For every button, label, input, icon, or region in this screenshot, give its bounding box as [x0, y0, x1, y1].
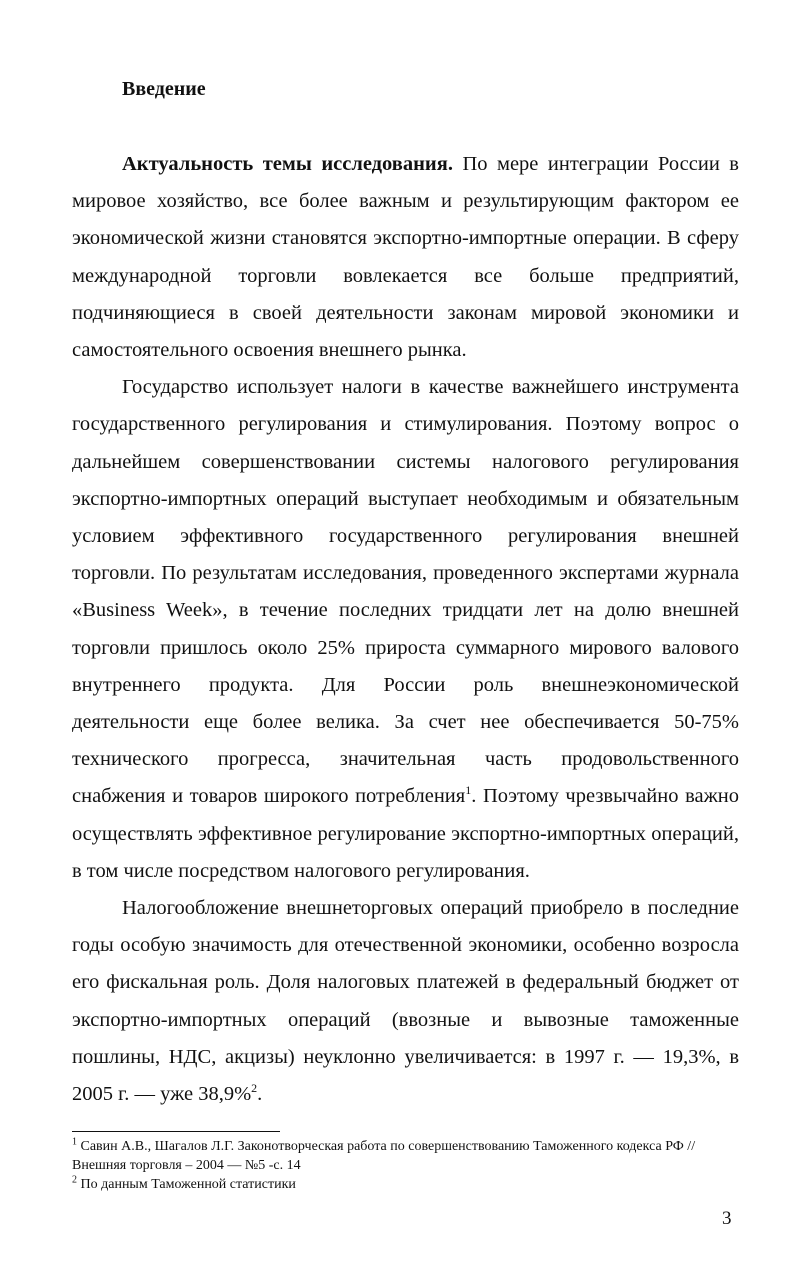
- footnote-text: По данным Таможенной статистики: [77, 1177, 296, 1192]
- footnote-text: Савин А.В., Шагалов Л.Г. Законотворческая работа по совершенствованию Таможенного кодекса РФ // Внешняя торговля – 2004 — №5 -с. 14: [72, 1139, 696, 1173]
- paragraph-lead: Актуальность темы исследования.: [122, 153, 453, 175]
- section-heading: Введение: [122, 78, 206, 100]
- paragraph-text: .: [257, 1083, 263, 1106]
- paragraph-state-taxes: [72, 369, 739, 890]
- paragraph-relevance: [72, 146, 739, 369]
- footnote-ref-2[interactable]: 2: [251, 1081, 258, 1096]
- footnote-mark: 1: [72, 1136, 77, 1148]
- paragraph-taxation: [72, 890, 739, 1113]
- footnotes: [72, 1137, 752, 1194]
- paragraph-text: По мере интеграции России в мировое хозяйство, все более важным и результирующим фактором ее экономической жизни становятся экспортно-импортные операции. В сферу международной торговли вовлекается все больше предприятий, подчиняющиеся в своей деятельности законам мировой экономики и самостоятельного освоения внешнего рынка.: [72, 153, 739, 362]
- footnote-mark: 2: [72, 1174, 77, 1186]
- body-text: [72, 146, 739, 1113]
- footnote-ref-1[interactable]: 1: [465, 783, 472, 798]
- footnote-1: [72, 1137, 752, 1175]
- paragraph-text: . Поэтому чрезвычайно важно осуществлять эффективное регулирование экспортно-импортных операций, в том числе посредством налогового регулирования.: [72, 785, 739, 882]
- page-number: 3: [722, 1208, 732, 1229]
- paragraph-text: Государство использует налоги в качестве важнейшего инструмента государственного регулирования и стимулирования. Поэтому вопрос о дальнейшем совершенствовании системы налогового регулирования экспортно-импортных операций выступает необходимым и обязательным условием эффективного государственного регулирования внешней торговли. По результатам исследования, проведенного экспертами журнала «Business Week», в течение последних тридцати лет на долю внешней торговли пришлось около 25% прироста суммарного мирового валового внутреннего продукта. Для России роль внешнеэкономической деятельности еще более велика. За счет нее обеспечивается 50-75% технического прогресса, значительная часть продовольственного снабжения и товаров широкого потребления: [72, 376, 739, 808]
- paragraph-text: Налогообложение внешнеторговых операций приобрело в последние годы особую значимость для отечественной экономики, особенно возросла его фискальная роль. Доля налоговых платежей в федеральный бюджет от экспортно-импортных операций (ввозные и вывозные таможенные пошлины, НДС, акцизы) неуклонно увеличивается: в 1997 г. — 19,3%, в 2005 г. — уже 38,9%: [72, 897, 739, 1106]
- footnote-2: [72, 1175, 752, 1194]
- footnote-divider: [72, 1131, 280, 1132]
